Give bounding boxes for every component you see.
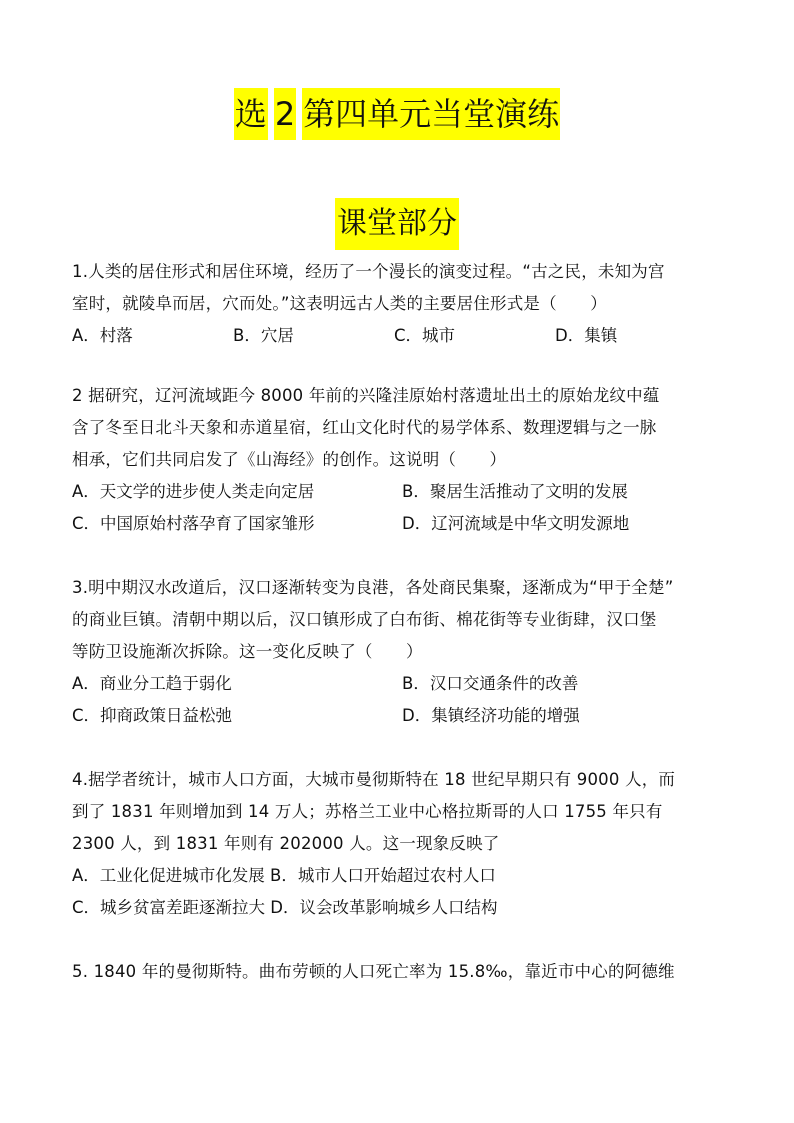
section-title: 课堂部分 xyxy=(335,198,459,250)
question-3-options-row-2 xyxy=(72,700,732,732)
question-4-options-ab: A．工业化促进城市化发展 B．城市人口开始超过农村人口 xyxy=(72,866,496,885)
question-4-line-3: 2300 人，到 1831 年则有 202000 人。这一现象反映了 xyxy=(72,834,500,853)
question-2-option-b: B．聚居生活推动了文明的发展 xyxy=(402,482,628,501)
question-4-line-1: 4.据学者统计，城市人口方面，大城市曼彻斯特在 18 世纪早期只有 9000 人，而 xyxy=(72,770,676,789)
question-4-options-row-2 xyxy=(72,892,732,924)
question-3-option-a: A．商业分工趋于弱化 xyxy=(72,674,232,693)
question-3-line-2: 的商业巨镇。清朝中期以后，汉口镇形成了白布街、棉花街等专业街肆，汉口堡 xyxy=(72,610,657,629)
question-1-option-d: D．集镇 xyxy=(555,326,618,345)
question-1-option-b: B．穴居 xyxy=(233,326,294,345)
question-5 xyxy=(72,956,732,988)
question-5-line-1: 5. 1840 年的曼彻斯特。曲布劳顿的人口死亡率为 15.8‰，靠近市中心的阿德维 xyxy=(72,962,675,981)
question-2-line-1: 2 据研究，辽河流域距今 8000 年前的兴隆洼原始村落遗址出土的原始龙纹中蕴 xyxy=(72,386,660,405)
question-1-option-c: C．城市 xyxy=(394,326,456,345)
question-3-option-d: D．集镇经济功能的增强 xyxy=(402,706,580,725)
question-3-option-c: C．抑商政策日益松弛 xyxy=(72,706,233,725)
title-part-2: 2 xyxy=(274,88,296,140)
question-2 xyxy=(72,380,732,540)
question-1 xyxy=(72,256,732,348)
question-3-option-b: B．汉口交通条件的改善 xyxy=(402,674,579,693)
question-3-line-3: 等防卫设施渐次拆除。这一变化反映了（ ） xyxy=(72,642,423,661)
question-list xyxy=(72,256,732,988)
question-4-options-row-1 xyxy=(72,860,732,892)
question-2-options-row-2 xyxy=(72,508,732,540)
question-4-line-2: 到了 1831 年则增加到 14 万人；苏格兰工业中心格拉斯哥的人口 1755 年只有 xyxy=(72,802,663,821)
question-1-line-1: 1.人类的居住形式和居住环境，经历了一个漫长的演变过程。“古之民，未知为宫 xyxy=(72,262,665,281)
title-part-3: 第四单元当堂演练 xyxy=(302,88,560,140)
page-title xyxy=(0,86,794,142)
question-3 xyxy=(72,572,732,732)
question-2-line-3: 相承，它们共同启发了《山海经》的创作。这说明（ ） xyxy=(72,450,507,469)
question-2-option-a: A．天文学的进步使人类走向定居 xyxy=(72,482,315,501)
question-1-line-2: 室时，就陵阜而居，穴而处。”这表明远古人类的主要居住形式是（ ） xyxy=(72,294,607,313)
question-3-line-1: 3.明中期汉水改道后，汉口逐渐转变为良港，各处商民集聚，逐渐成为“甲于全楚” xyxy=(72,578,674,597)
question-4-options-cd: C．城乡贫富差距逐渐拉大 D．议会改革影响城乡人口结构 xyxy=(72,898,498,917)
question-2-line-2: 含了冬至日北斗天象和赤道星宿，红山文化时代的易学体系、数理逻辑与之一脉 xyxy=(72,418,657,437)
question-1-options xyxy=(72,320,732,352)
question-2-option-c: C．中国原始村落孕育了国家雏形 xyxy=(72,514,315,533)
section-heading xyxy=(0,198,794,254)
question-2-options-row-1 xyxy=(72,476,732,508)
question-3-options-row-1 xyxy=(72,668,732,700)
question-2-option-d: D．辽河流域是中华文明发源地 xyxy=(402,514,630,533)
title-part-1: 选 xyxy=(234,88,268,140)
question-1-option-a: A．村落 xyxy=(72,326,133,345)
question-4 xyxy=(72,764,732,924)
